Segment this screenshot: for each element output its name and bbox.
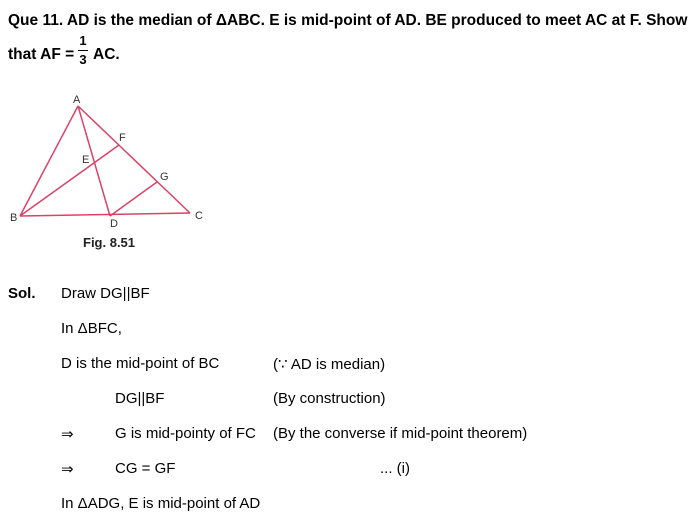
step-3-text: D is the mid-point of BC xyxy=(61,355,220,372)
step-1-text: Draw DG||BF xyxy=(61,285,150,302)
label-b: B xyxy=(10,212,18,224)
label-f: F xyxy=(119,132,126,144)
label-g: G xyxy=(160,171,169,183)
question-line-1: Que 11. AD is the median of ΔABC. E is mid-point of AD. BE produced to meet AC at F. Show xyxy=(8,12,688,29)
label-d: D xyxy=(110,218,118,230)
step-5-text: G is mid-pointy of FC xyxy=(115,425,256,442)
implies-symbol: ⇒ xyxy=(61,461,74,478)
fraction-numerator: 1 xyxy=(79,33,87,48)
step-4-reason: (By construction) xyxy=(273,390,386,407)
side-bc xyxy=(20,213,190,216)
step-7-text: In ΔADG, E is mid-point of AD xyxy=(61,495,261,512)
solution-label: Sol. xyxy=(8,285,36,302)
side-ac xyxy=(78,106,190,213)
label-e: E xyxy=(82,154,90,166)
step-5-reason: (By the converse if mid-point theorem) xyxy=(273,425,528,442)
figure-caption: Fig. 8.51 xyxy=(83,235,136,250)
triangle-figure xyxy=(0,90,240,260)
question-line-2-prefix: that AF = xyxy=(8,46,75,63)
fraction-denominator: 3 xyxy=(79,52,87,67)
question-line-2-suffix: AC. xyxy=(93,46,120,63)
line-dg xyxy=(110,182,157,216)
line-bf xyxy=(20,145,119,216)
step-4-text: DG||BF xyxy=(115,390,165,407)
side-ab xyxy=(20,106,78,216)
step-2-text: In ΔBFC, xyxy=(61,320,122,337)
step-3-reason: (∵ AD is median) xyxy=(273,356,386,373)
step-6-text: CG = GF xyxy=(115,460,176,477)
label-a: A xyxy=(73,94,81,106)
fraction-one-third xyxy=(76,34,90,67)
equation-number: ... (i) xyxy=(380,460,410,477)
implies-symbol: ⇒ xyxy=(61,426,74,443)
fraction-bar xyxy=(78,50,88,51)
label-c: C xyxy=(195,210,203,222)
